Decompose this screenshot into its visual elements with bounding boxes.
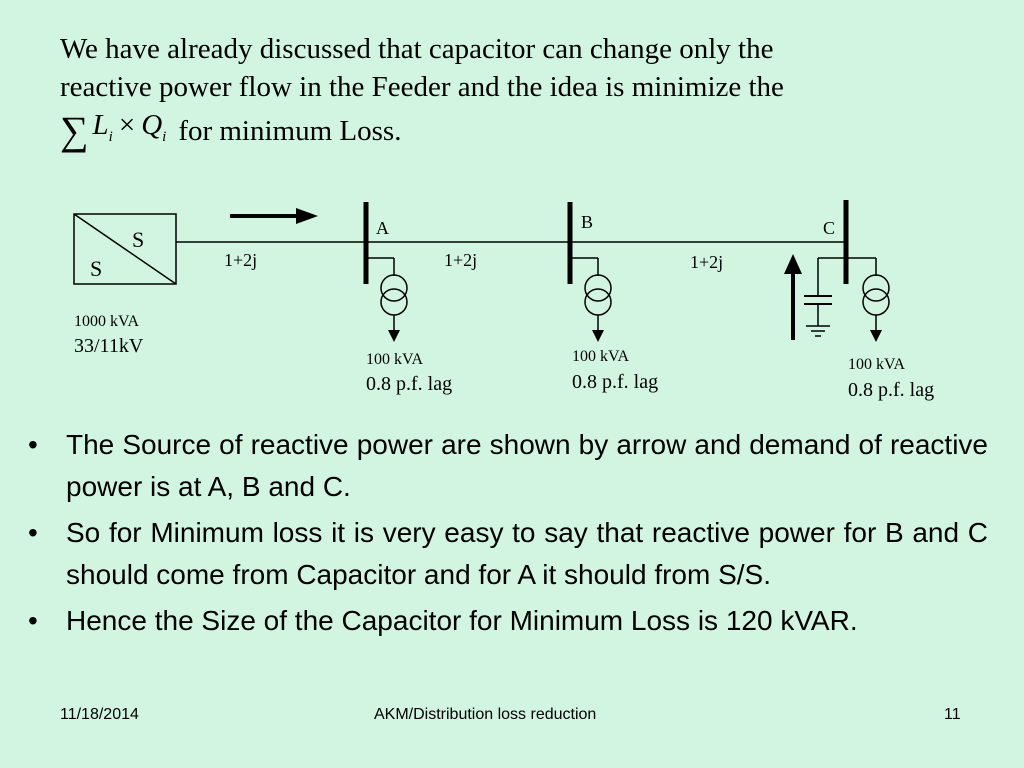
times-symbol: × (118, 109, 136, 141)
load-a-rating: 100 kVA (366, 351, 424, 368)
impedance-1-label: 1+2j (224, 250, 258, 270)
load-c-rating: 100 kVA (848, 356, 906, 373)
substation-symbol (74, 214, 176, 284)
source-top-label: S (132, 227, 145, 252)
load-b-transformer-icon (570, 258, 611, 342)
load-c-pf: 0.8 p.f. lag (848, 379, 935, 401)
load-a-pf: 0.8 p.f. lag (366, 373, 453, 395)
load-c-transformer-icon (846, 258, 889, 342)
intro-line-2: reactive power flow in the Feeder and the idea is minimize the (60, 71, 784, 103)
bullet-list (28, 424, 988, 646)
impedance-3-label: 1+2j (690, 252, 724, 272)
term-l-subscript: i (108, 128, 113, 145)
bullet-item-2: • So for Minimum loss it is very easy to say that reactive power for B and C should come from Capacitor and for A it should from S/S. (28, 512, 988, 596)
load-b-pf: 0.8 p.f. lag (572, 371, 659, 393)
intro-line-1: We have already discussed that capacitor can change only the (60, 33, 774, 65)
source-bottom-label: S (90, 256, 103, 281)
term-l: L (92, 109, 109, 141)
load-a-transformer-icon (366, 258, 407, 342)
footer-page-number: 11 (944, 706, 961, 723)
bullet-item-1: • The Source of reactive power are shown by arrow and demand of reactive power is at A, B and C. (28, 424, 988, 508)
capacitor-icon (804, 258, 846, 336)
sigma-symbol: ∑ (60, 107, 89, 153)
source-voltage: 33/11kV (74, 335, 144, 357)
term-q: Q (141, 109, 163, 141)
intro-line-3-tail: for minimum Loss. (178, 114, 402, 147)
bus-c-label: C (823, 218, 836, 238)
reactive-source-arrow (784, 254, 802, 340)
load-b-rating: 100 kVA (572, 348, 630, 365)
bullet-item-3: • Hence the Size of the Capacitor for Minimum Loss is 120 kVAR. (28, 600, 988, 642)
term-q-subscript: i (162, 128, 167, 145)
bus-a-label: A (376, 218, 389, 238)
impedance-2-label: 1+2j (444, 250, 478, 270)
bus-b-label: B (581, 212, 594, 232)
footer-date: 11/18/2014 (60, 706, 139, 723)
footer-title: AKM/Distribution loss reduction (374, 706, 597, 723)
source-rating: 1000 kVA (74, 313, 140, 330)
power-flow-arrow (230, 208, 318, 224)
